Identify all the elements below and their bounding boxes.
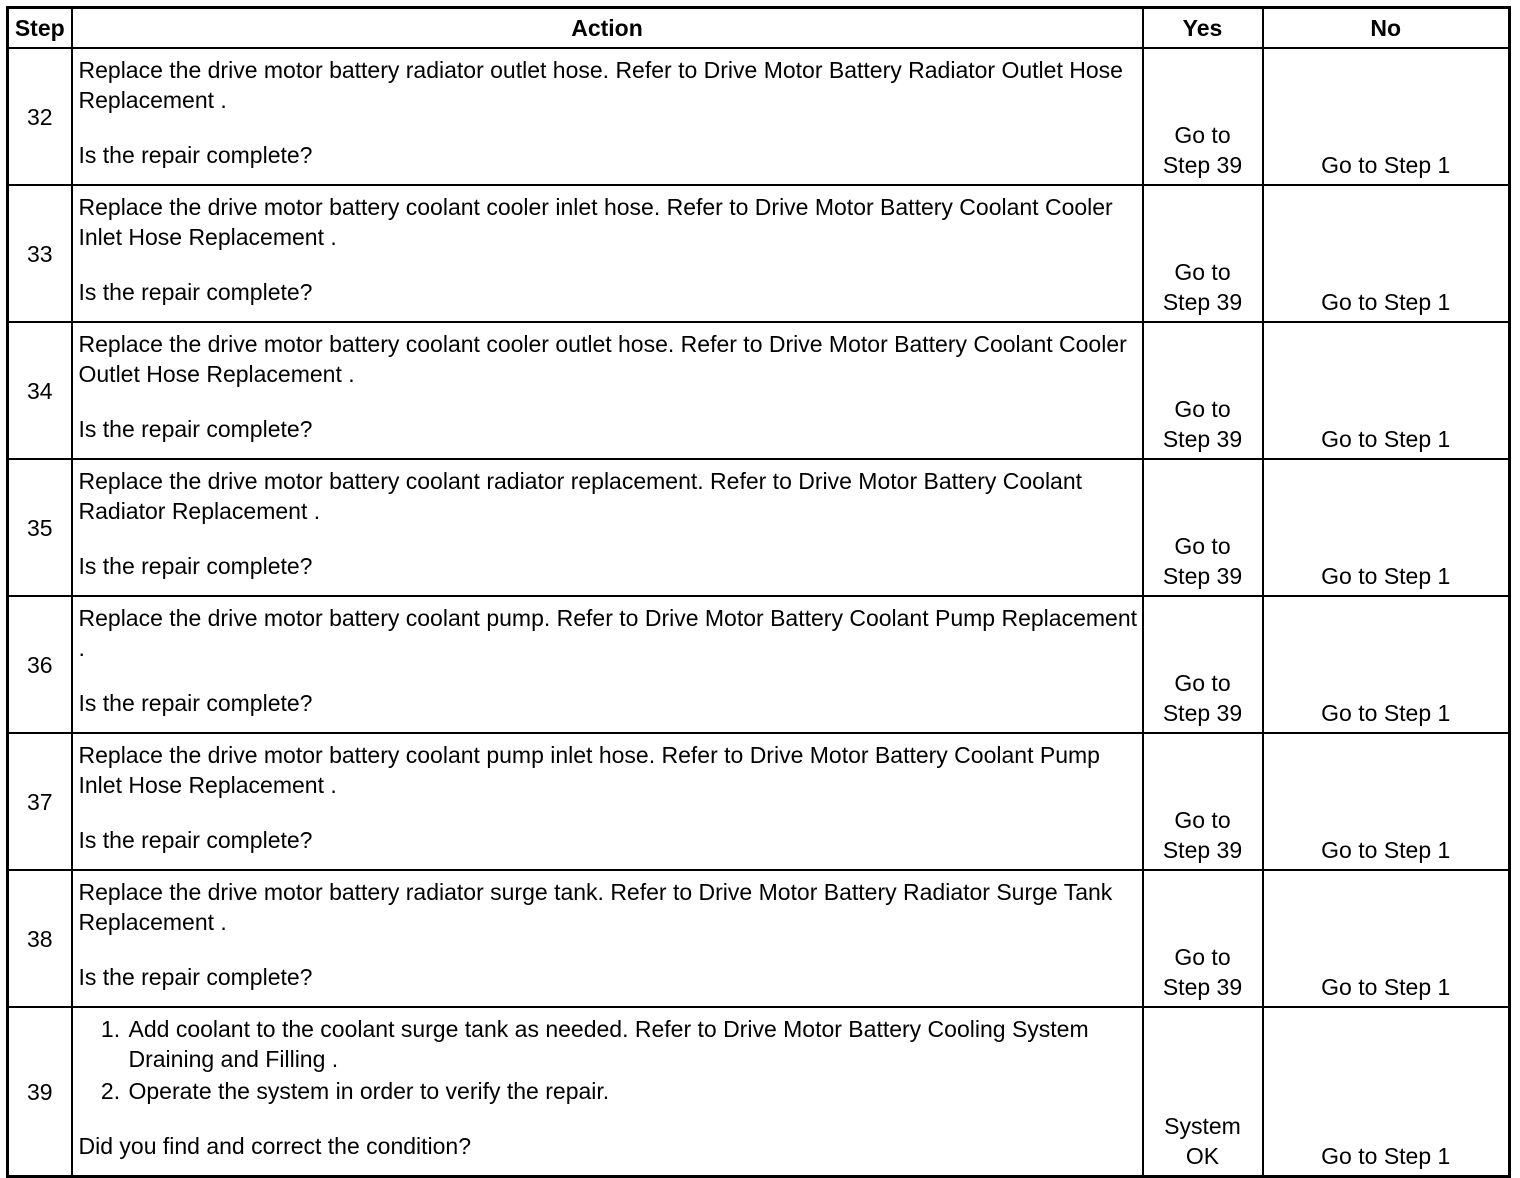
- action-text: Replace the drive motor battery coolant pump. Refer to Drive Motor Battery Coolant Pump Replacement .: [78, 605, 1137, 661]
- no-text: Go to Step 1: [1321, 152, 1451, 178]
- no-cell: [1263, 322, 1510, 459]
- no-text: Go to Step 1: [1321, 426, 1451, 452]
- header-row: [8, 8, 1510, 49]
- yes-text-line2: Step 39: [1162, 289, 1243, 315]
- step-number: 37: [8, 733, 72, 870]
- no-cell: [1263, 459, 1510, 596]
- no-cell: [1263, 596, 1510, 733]
- action-question: Is the repair complete?: [78, 553, 313, 579]
- yes-cell: [1143, 870, 1263, 1007]
- yes-text-line2: Step 39: [1162, 152, 1243, 178]
- action-text: Replace the drive motor battery coolant pump inlet hose. Refer to Drive Motor Battery Coolant Pump Inlet Hose Replacement .: [78, 742, 1100, 798]
- no-text: Go to Step 1: [1321, 974, 1451, 1000]
- no-cell: [1263, 733, 1510, 870]
- table-row: [8, 459, 1510, 596]
- action-question: Did you find and correct the condition?: [78, 1133, 472, 1159]
- step-number: 38: [8, 870, 72, 1007]
- yes-cell: [1143, 322, 1263, 459]
- table-row: [8, 322, 1510, 459]
- table-row: [8, 870, 1510, 1007]
- action-cell: [72, 733, 1143, 870]
- table-row: [8, 733, 1510, 870]
- header-no: No: [1263, 8, 1510, 49]
- yes-cell: [1143, 1007, 1263, 1177]
- list-item: 1. Add coolant to the coolant surge tank as needed. Refer to Drive Motor Battery Cooling System Draining and Filling .: [127, 1014, 1138, 1074]
- action-question: Is the repair complete?: [78, 279, 313, 305]
- action-cell: [72, 1007, 1143, 1177]
- diagnostic-table: [6, 6, 1511, 1178]
- yes-cell: [1143, 596, 1263, 733]
- action-question: Is the repair complete?: [78, 690, 313, 716]
- no-text: Go to Step 1: [1321, 1143, 1451, 1169]
- yes-text-line1: Go to: [1174, 944, 1231, 970]
- no-cell: [1263, 1007, 1510, 1177]
- action-question: Is the repair complete?: [78, 827, 313, 853]
- step-number: 39: [8, 1007, 72, 1177]
- yes-text-line1: Go to: [1174, 533, 1231, 559]
- action-question: Is the repair complete?: [78, 964, 313, 990]
- table-row: [8, 1007, 1510, 1177]
- table-row: [8, 596, 1510, 733]
- action-cell: [72, 322, 1143, 459]
- table-row: [8, 48, 1510, 185]
- yes-text-line1: Go to: [1174, 807, 1231, 833]
- yes-text-line1: Go to: [1174, 259, 1231, 285]
- no-cell: [1263, 185, 1510, 322]
- yes-text-line2: Step 39: [1162, 974, 1243, 1000]
- action-steps-list: [79, 1014, 1138, 1106]
- yes-text-line1: Go to: [1174, 396, 1231, 422]
- yes-cell: [1143, 459, 1263, 596]
- step-number: 36: [8, 596, 72, 733]
- header-yes: Yes: [1143, 8, 1263, 49]
- step-number: 34: [8, 322, 72, 459]
- yes-text-line2: Step 39: [1162, 426, 1243, 452]
- no-text: Go to Step 1: [1321, 289, 1451, 315]
- yes-text-line2: Step 39: [1162, 563, 1243, 589]
- step-number: 32: [8, 48, 72, 185]
- list-item: 2. Operate the system in order to verify the repair.: [127, 1076, 1138, 1106]
- action-cell: [72, 459, 1143, 596]
- action-cell: [72, 48, 1143, 185]
- yes-text-line1: System: [1164, 1113, 1241, 1139]
- yes-text-line1: Go to: [1174, 670, 1231, 696]
- action-question: Is the repair complete?: [78, 142, 313, 168]
- action-text: Replace the drive motor battery coolant cooler outlet hose. Refer to Drive Motor Battery Coolant Cooler Outlet Hose Replacement .: [78, 331, 1127, 387]
- header-step: Step: [8, 8, 72, 49]
- yes-cell: [1143, 185, 1263, 322]
- action-cell: [72, 870, 1143, 1007]
- yes-text-line2: Step 39: [1162, 837, 1243, 863]
- action-text: Replace the drive motor battery radiator outlet hose. Refer to Drive Motor Battery Radiator Outlet Hose Replacement .: [78, 57, 1123, 113]
- table-row: [8, 185, 1510, 322]
- yes-cell: [1143, 733, 1263, 870]
- action-text: Replace the drive motor battery coolant cooler inlet hose. Refer to Drive Motor Battery Coolant Cooler Inlet Hose Replacement .: [78, 194, 1113, 250]
- step-number: 33: [8, 185, 72, 322]
- no-text: Go to Step 1: [1321, 700, 1451, 726]
- step-number: 35: [8, 459, 72, 596]
- no-text: Go to Step 1: [1321, 837, 1451, 863]
- no-cell: [1263, 870, 1510, 1007]
- action-cell: [72, 185, 1143, 322]
- no-text: Go to Step 1: [1321, 563, 1451, 589]
- yes-cell: [1143, 48, 1263, 185]
- action-text: Replace the drive motor battery radiator surge tank. Refer to Drive Motor Battery Radiator Surge Tank Replacement .: [78, 879, 1113, 935]
- yes-text-line2: Step 39: [1162, 700, 1243, 726]
- no-cell: [1263, 48, 1510, 185]
- yes-text-line1: Go to: [1174, 122, 1231, 148]
- action-text: Replace the drive motor battery coolant radiator replacement. Refer to Drive Motor Battery Coolant Radiator Replacement .: [78, 468, 1083, 524]
- header-action: Action: [72, 8, 1143, 49]
- action-cell: [72, 596, 1143, 733]
- yes-text-line2: OK: [1185, 1143, 1220, 1169]
- action-question: Is the repair complete?: [78, 416, 313, 442]
